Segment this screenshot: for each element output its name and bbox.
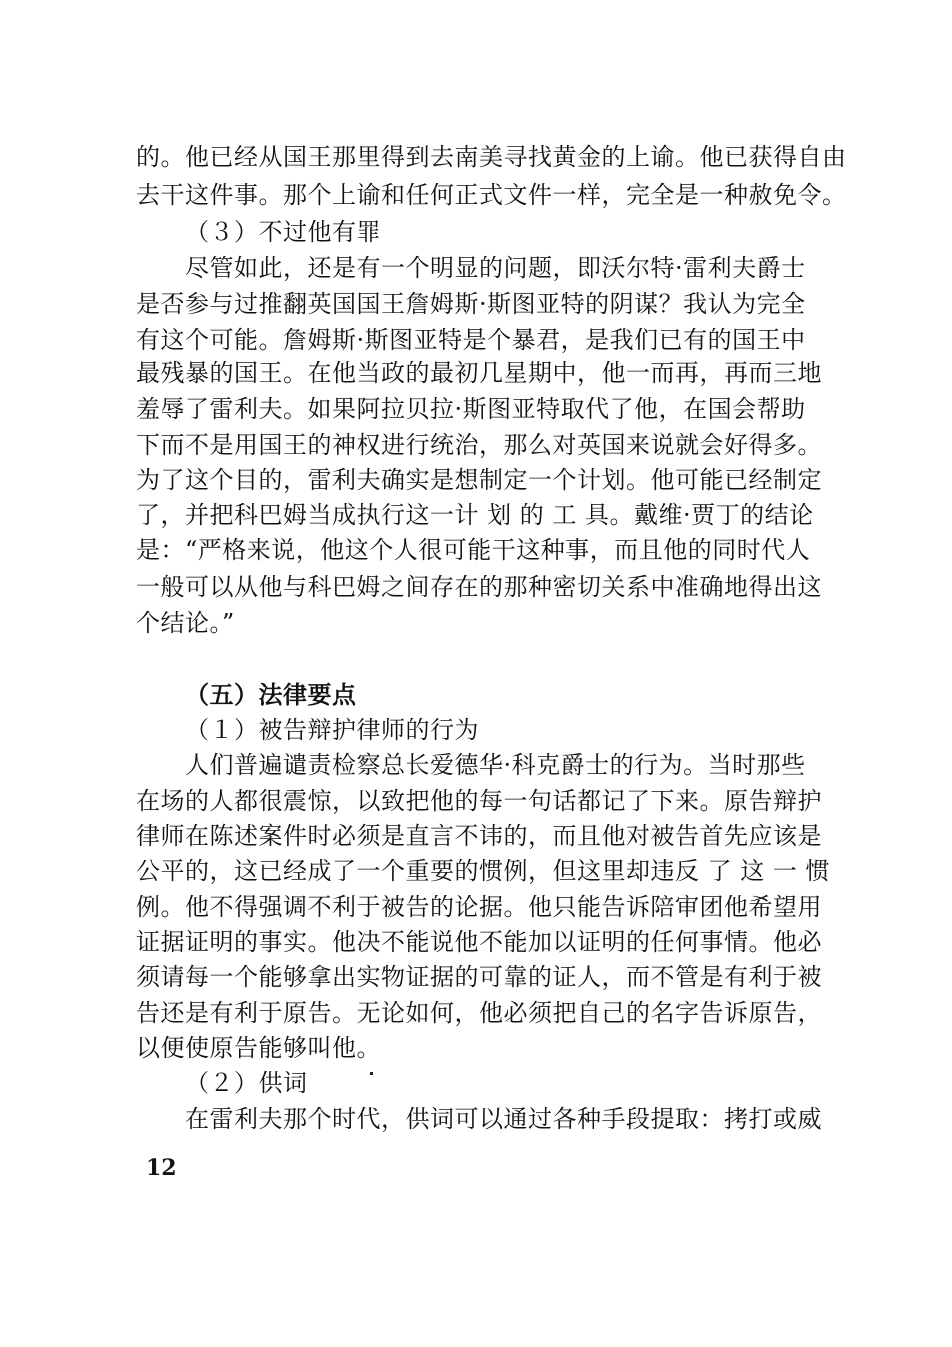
paragraph-line: 下而不是用国王的神权进行统治，那么对英国来说就会好得多。	[136, 431, 822, 459]
paragraph-line: 在雷利夫那个时代，供词可以通过各种手段提取：拷打或威	[185, 1105, 822, 1133]
paragraph-line: 一般可以从他与科巴姆之间存在的那种密切关系中准确地得出这	[136, 573, 822, 601]
paragraph-line: 律师在陈述案件时必须是直言不讳的，而且他对被告首先应该是	[136, 822, 822, 850]
paragraph-line: 证据证明的事实。他决不能说他不能加以证明的任何事情。他必	[136, 928, 822, 956]
paragraph-line: 的。他已经从国王那里得到去南美寻找黄金的上谕。他已获得自由	[136, 143, 847, 171]
subheading: （２）供词	[185, 1069, 308, 1097]
subheading: （１）被告辩护律师的行为	[185, 716, 479, 744]
section-heading: （五）法律要点	[185, 680, 357, 709]
paragraph-line: 例。他不得强调不利于被告的论据。他只能告诉陪审团他希望用	[136, 893, 822, 921]
paragraph-line: 为了这个目的，雷利夫确实是想制定一个计划。他可能已经制定	[136, 466, 822, 494]
page-number: 12	[146, 1155, 177, 1181]
paragraph-line: 羞辱了雷利夫。如果阿拉贝拉·斯图亚特取代了他，在国会帮助	[136, 395, 806, 423]
paragraph-line: 是：“严格来说，他这个人很可能干这种事，而且他的同时代人	[136, 536, 811, 564]
paragraph-line: 个结论。”	[136, 609, 235, 637]
print-speck	[370, 1072, 373, 1075]
paragraph-line: 最残暴的国王。在他当政的最初几星期中，他一而再，再而三地	[136, 359, 822, 387]
paragraph-line: 须请每一个能够拿出实物证据的可靠的证人，而不管是有利于被	[136, 963, 822, 991]
subheading: （３）不过他有罪	[185, 218, 381, 246]
paragraph-line: 告还是有利于原告。无论如何，他必须把自己的名字告诉原告，	[136, 999, 822, 1027]
paragraph-line: 公平的，这已经成了一个重要的惯例，但这里却违反 了 这 一 惯	[136, 857, 831, 885]
paragraph-line: 人们普遍谴责检察总长爱德华·科克爵士的行为。当时那些	[185, 751, 806, 779]
paragraph-line: 以便使原告能够叫他。	[136, 1034, 381, 1062]
paragraph-line: 去干这件事。那个上谕和任何正式文件一样，完全是一种赦免令。	[136, 181, 847, 209]
paragraph-line: 是否参与过推翻英国国王詹姆斯·斯图亚特的阴谋？我认为完全	[136, 290, 806, 318]
paragraph-line: 有这个可能。詹姆斯·斯图亚特是个暴君，是我们已有的国王中	[136, 326, 806, 354]
paragraph-line: 了，并把科巴姆当成执行这一计 划 的 工 具。戴维·贾丁的结论	[136, 501, 814, 529]
paragraph-line: 在场的人都很震惊，以致把他的每一句话都记了下来。原告辩护	[136, 787, 822, 815]
paragraph-line: 尽管如此，还是有一个明显的问题，即沃尔特·雷利夫爵士	[185, 254, 806, 282]
